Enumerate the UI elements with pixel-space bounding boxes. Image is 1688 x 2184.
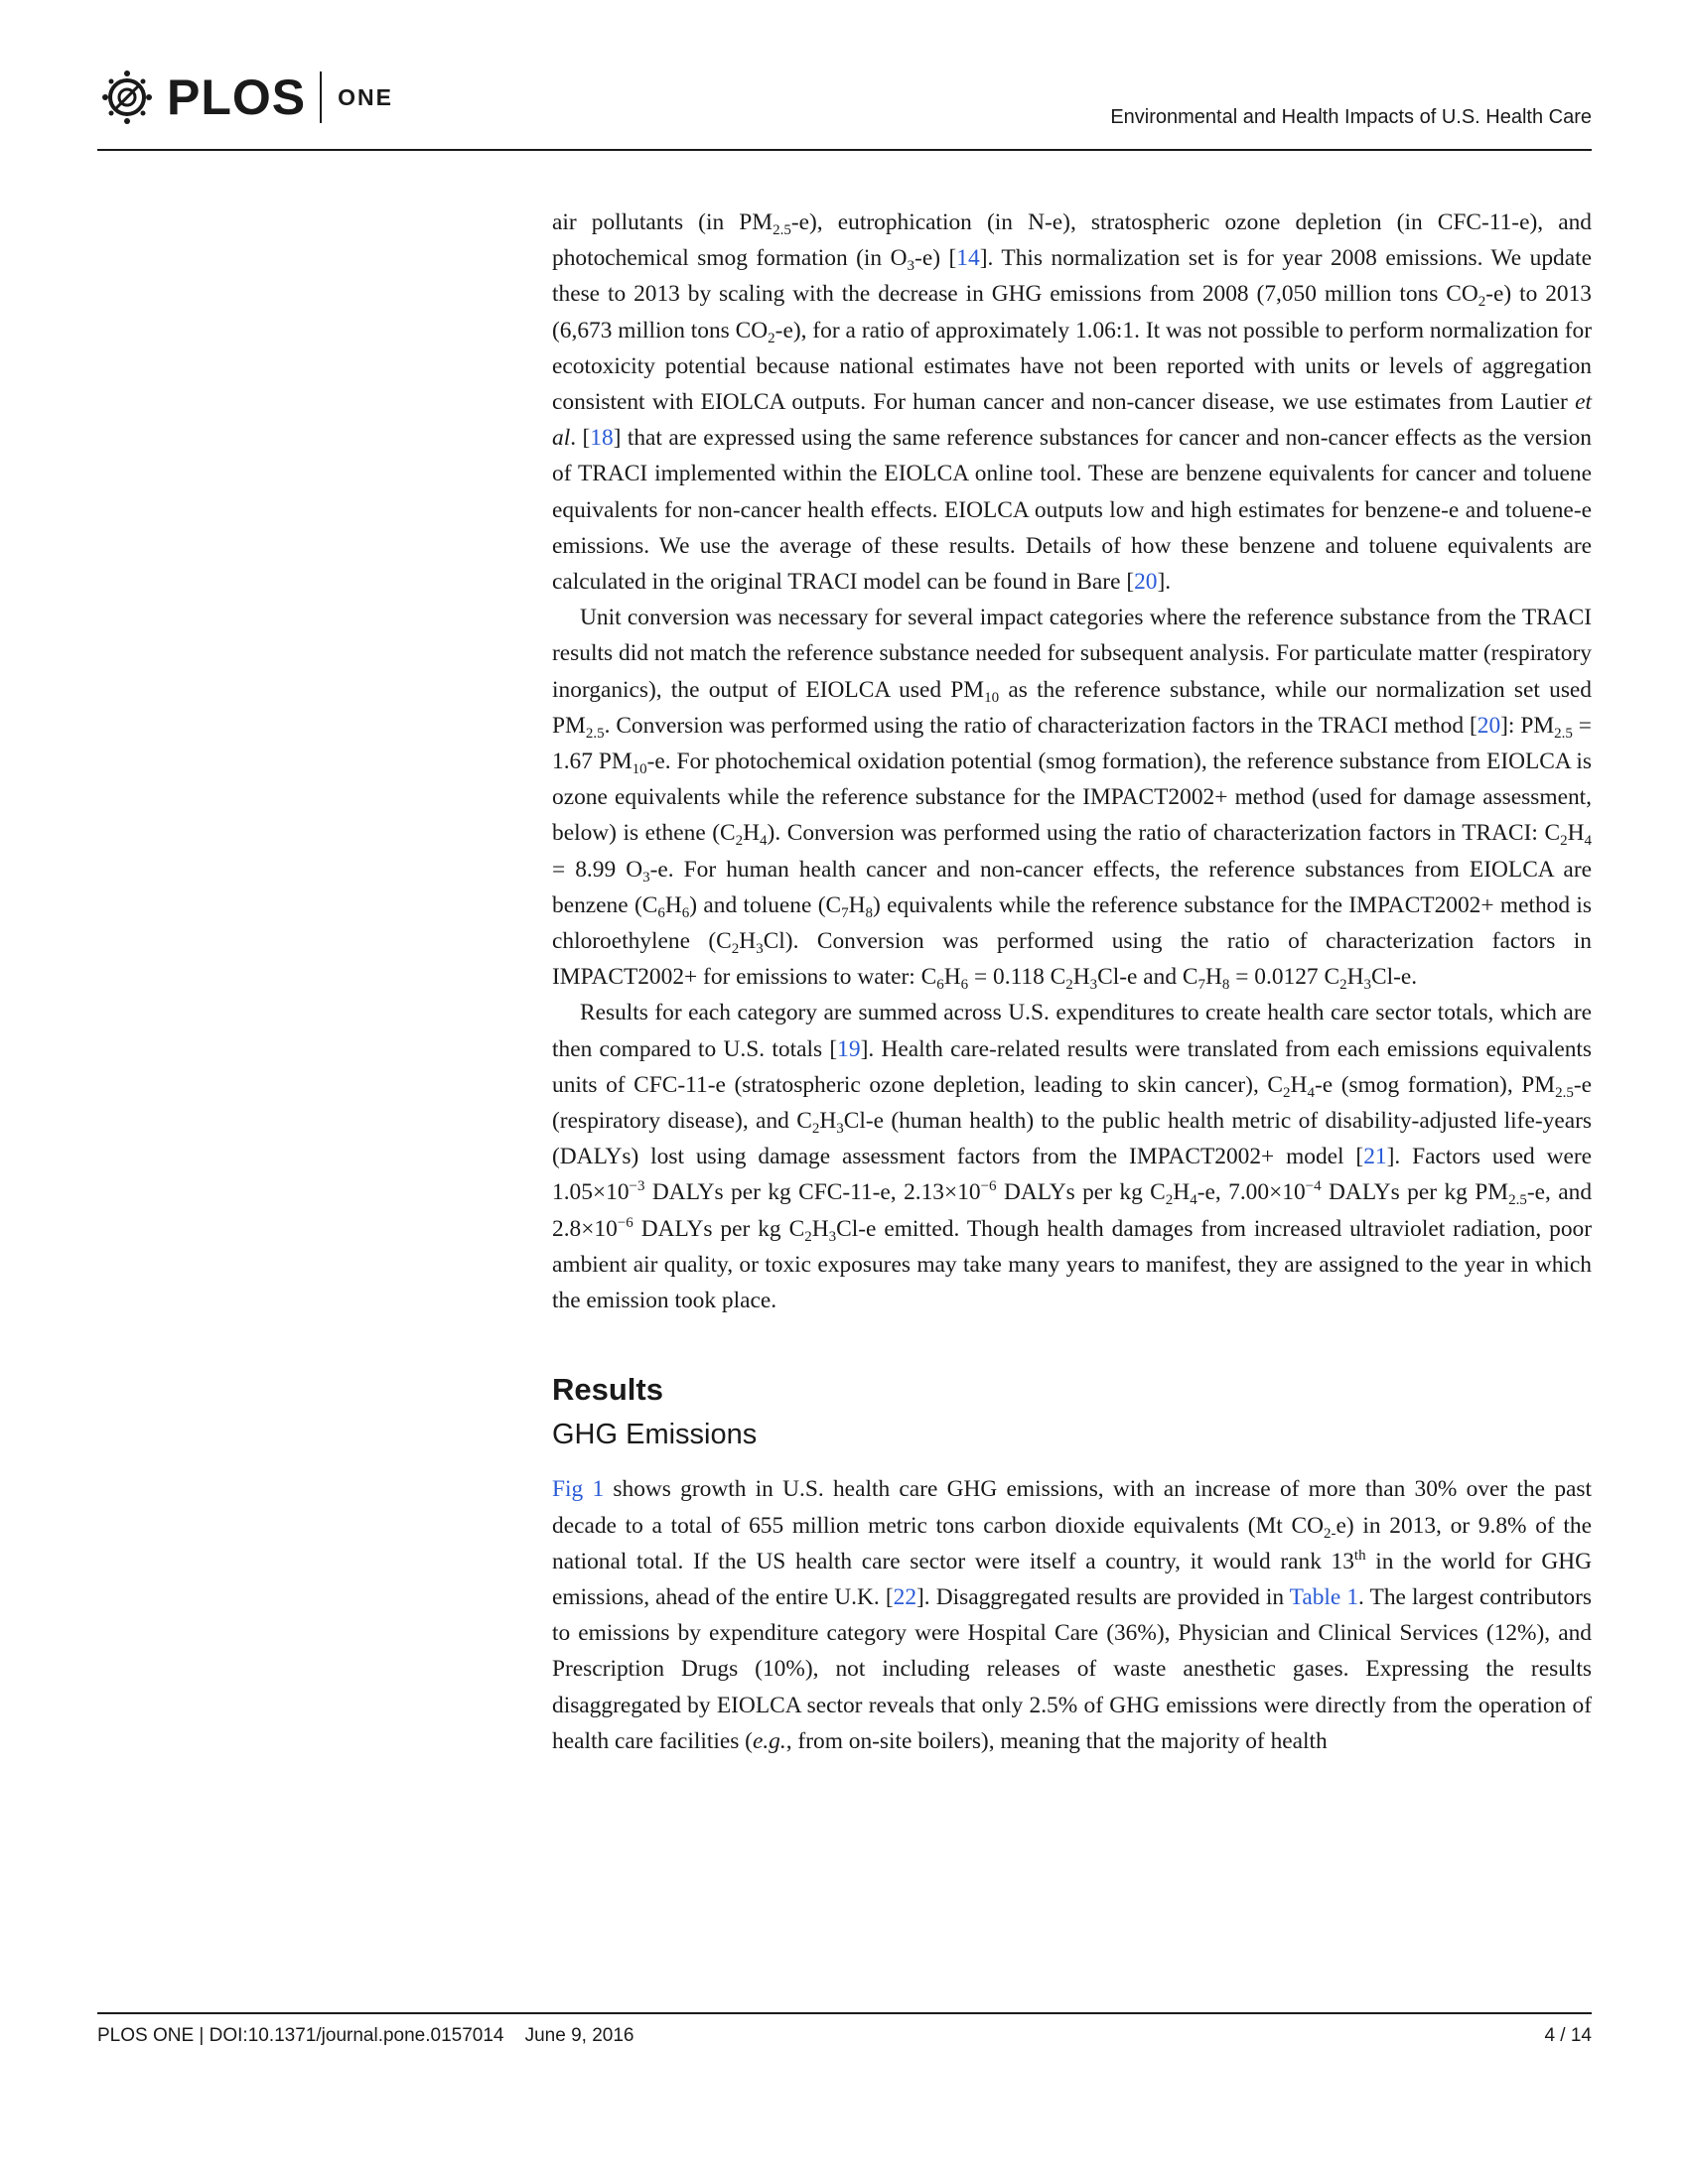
reference-link[interactable]: Fig 1 — [552, 1476, 605, 1503]
footer-citation — [97, 2025, 633, 2047]
reference-link[interactable]: 19 — [837, 1035, 861, 1062]
reference-link[interactable]: 22 — [893, 1583, 917, 1610]
reference-link[interactable]: 21 — [1363, 1144, 1387, 1170]
paragraph-ghg-emissions: Fig 1 shows growth in U.S. health care GHG emissions, with an increase of more than 30% over the past decade to a total of 655 million metric tons carbon dioxide equivalents (Mt $CO_{2-}e$) in 2013, or 9.8% of the national total. If the US health care sector were itself a country, it would rank 13th in the world for GHG emissions, ahead of the entire U.K. [22]. Disaggregated results are provided in Table 1. The largest contributors to emissions by expenditure category were Hospital Care (36%), Physician and Clinical Services (12%), and Prescription Drugs (10%), not including releases of waste anesthetic gases. Expressing the results disaggregated by EIOLCA sector reveals that only 2.5% of GHG emissions were directly from the operation of health care facilities (e.g., from on-site boilers), meaning that the majority of health — [552, 1476, 1593, 1754]
reference-link[interactable]: Table 1 — [1289, 1583, 1359, 1610]
running-title: Environmental and Health Impacts of U.S. Health Care — [1110, 106, 1592, 128]
reference-link[interactable]: 20 — [1134, 569, 1158, 596]
article-body — [552, 205, 1592, 1759]
paragraph-unit-conversion: Unit conversion was necessary for several impact categories where the reference substance from the TRACI results did not match the reference substance needed for subsequent analysis. For particulate matter (respiratory inorganics), the output of EIOLCA used $PM_{10}$ as the reference substance, while our normalization set used $PM_{2.5}$. Conversion was performed using the ratio of characterization factors in the TRACI method [20]: $PM_{2.5} = 1.67$ $PM_{10}-e$. For photochemical oxidation potential (smog formation), the reference substance from EIOLCA is ozone equivalents while the reference substance for the IMPACT2002+ method (used for damage assessment, below) is ethene $(C_2H_4)$. Conversion was performed using the ratio of characterization factors in TRACI: $C_2H_4 = 8.99$ $O_3-e$. For human health cancer and non-cancer effects, the reference substances from EIOLCA are benzene $(C_6H_6)$ and toluene $(C_7H_8)$ equivalents while the reference substance for the IMPACT2002+ method is chloroethylene $(C_2H_3Cl)$. Conversion was performed using the ratio of characterization factors in IMPACT2002+ for emissions to water: $C_6H_6 = 0.118$ $C_2H_3Cl-e$ and $C_7H_8 = 0.0127$ $C_2H_3Cl-e$. — [552, 605, 1593, 994]
footer-doi[interactable]: PLOS ONE | DOI:10.1371/journal.pone.0157014 — [97, 2025, 504, 2046]
paragraph-normalization: air pollutants (in $PM_{2.5}-e$), eutrophication (in N-e), stratospheric ozone depletion (in CFC-11-e), and photochemical smog formation (in $O_3-e$) [14]. This normalization set is for year 2008 emissions. We update these to 2013 by scaling with the decrease in GHG emissions from 2008 (7,050 million tons $CO_2-e$) to 2013 (6,673 million tons $CO_2-e$), for a ratio of approximately 1.06:1. It was not possible to perform normalization for ecotoxicity potential because national estimates have not been reported with units or levels of aggregation consistent with EIOLCA outputs. For human cancer and non-cancer disease, we use estimates from Lautier et al. [18] that are expressed using the same reference substances for cancer and non-cancer effects as the version of TRACI implemented within the EIOLCA online tool. These are benzene equivalents for cancer and toluene equivalents for non-cancer health effects. EIOLCA outputs low and high estimates for benzene-e and toluene-e emissions. We use the average of these results. Details of how these benzene and toluene equivalents are calculated in the original TRACI model can be found in Bare [20]. — [552, 209, 1593, 596]
reference-link[interactable]: 18 — [590, 425, 614, 452]
footer-date: June 9, 2016 — [524, 2025, 634, 2046]
plos-one-logo[interactable] — [97, 68, 393, 127]
logo-divider — [320, 71, 322, 123]
logo-wordmark: PLOS — [167, 69, 307, 125]
logo-suffix: ONE — [338, 83, 393, 110]
reference-link[interactable]: 14 — [956, 245, 980, 272]
page-header — [97, 60, 1592, 149]
paragraph-results-summation: Results for each category are summed across U.S. expenditures to create health care sector totals, which are then compared to U.S. totals [19]. Health care-related results were translated from each emissions equivalents units of CFC-11-e (stratospheric ozone depletion, leading to skin cancer), $C_2H_4-e$ (smog formation), $PM_{2.5}-e$ (respiratory disease), and $C_2H_3Cl-e$ (human health) to the public health metric of disability-adjusted life-years (DALYs) lost using damage assessment factors from the IMPACT2002+ model [21]. Factors used were $1.05\times 10^{-3}$ DALYs per kg CFC-11-e, $2.13\times 10^{-6}$ DALYs per kg $C_2H_4-e$, $7.00\times 10^{-4}$ DALYs per kg $PM_{2.5}-e$, and $2.8\times 10^{-6}$ DALYs per kg $C_2H_3Cl-e$ emitted. Though health damages from increased ultraviolet radiation, poor ambient air quality, or toxic exposures may take many years to manifest, they are assigned to the year in which the emission took place. — [552, 1000, 1593, 1314]
reference-link[interactable]: 20 — [1477, 712, 1501, 739]
section-heading: Results — [552, 1372, 663, 1408]
page-number: 4 / 14 — [1544, 2025, 1592, 2046]
header-divider — [97, 149, 1592, 151]
footer-divider — [97, 2012, 1592, 2014]
subsection-heading: GHG Emissions — [552, 1419, 758, 1451]
plos-logo-icon — [97, 68, 157, 127]
